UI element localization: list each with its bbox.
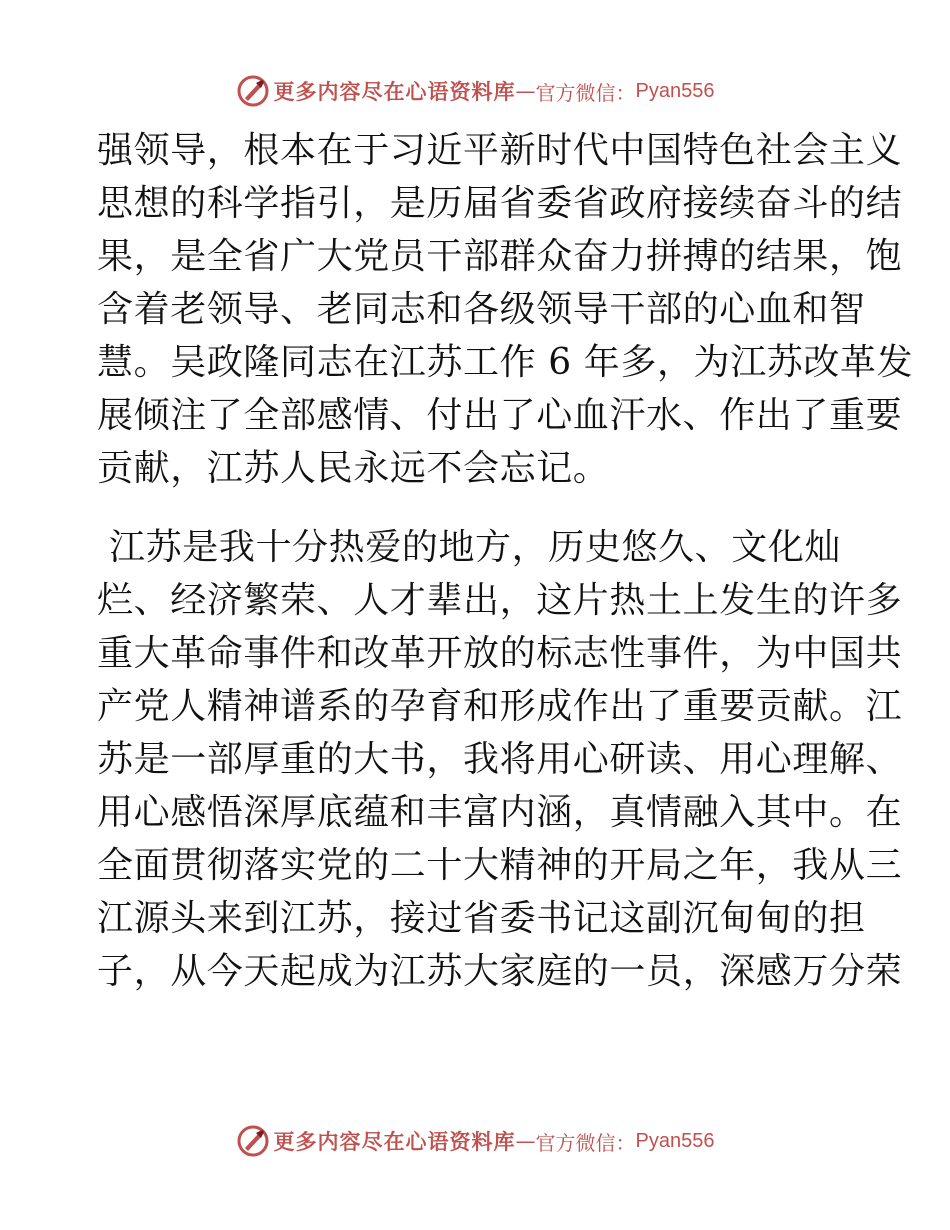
official-wechat-label: 官方微信： [535,1130,636,1155]
wechat-id: Pyan556 [635,1129,715,1152]
official-wechat-label: 官方微信： [535,80,636,105]
banner-separator: — [515,1129,536,1153]
brand-logo-icon [236,1124,270,1158]
footer-banner [0,1121,950,1161]
text-line: 用心感悟深厚底蕴和丰富内涵，真情融入其中。在 [97,792,903,833]
text-line: 江源头来到江苏，接过省委书记这副沉甸甸的担 [97,898,866,939]
text-line: 苏是一部厚重的大书，我将用心研读、用心理解、 [97,739,903,780]
paragraph-gap [97,495,857,521]
text-line: 子，从今天起成为江苏大家庭的一员，深感万分荣 [97,951,903,992]
paragraph-1 [97,124,914,495]
text-line: 烂、经济繁荣、人才辈出，这片热土上发生的许多 [97,580,903,621]
text-line: 产党人精神谱系的孕育和形成作出了重要贡献。江 [97,686,903,727]
text-line: 贡献，江苏人民永远不会忘记。 [97,448,610,489]
paragraph-2 [97,521,903,998]
header-banner [0,71,950,111]
text-line: 江苏是我十分热爱的地方，历史悠久、文化灿 [97,527,842,568]
brand-text: 更多内容尽在心语资料库 [273,1129,516,1154]
text-line: 慧。吴政隆同志在江苏工作 6 年多，为江苏改革发 [97,342,914,383]
brand-logo-icon [236,74,270,108]
text-line: 展倾注了全部感情、付出了心血汗水、作出了重要 [97,395,903,436]
brand-text: 更多内容尽在心语资料库 [273,79,516,104]
document-body [97,124,914,998]
text-line: 果，是全省广大党员干部群众奋力拼搏的结果，饱 [97,236,903,277]
text-line: 思想的科学指引，是历届省委省政府接续奋斗的结 [97,183,903,224]
wechat-id: Pyan556 [635,79,715,102]
text-line: 重大革命事件和改革开放的标志性事件，为中国共 [97,633,903,674]
banner-separator: — [515,79,536,103]
text-line: 强领导，根本在于习近平新时代中国特色社会主义 [97,130,903,171]
text-line: 全面贯彻落实党的二十大精神的开局之年，我从三 [97,845,903,886]
text-line: 含着老领导、老同志和各级领导干部的心血和智 [97,289,866,330]
